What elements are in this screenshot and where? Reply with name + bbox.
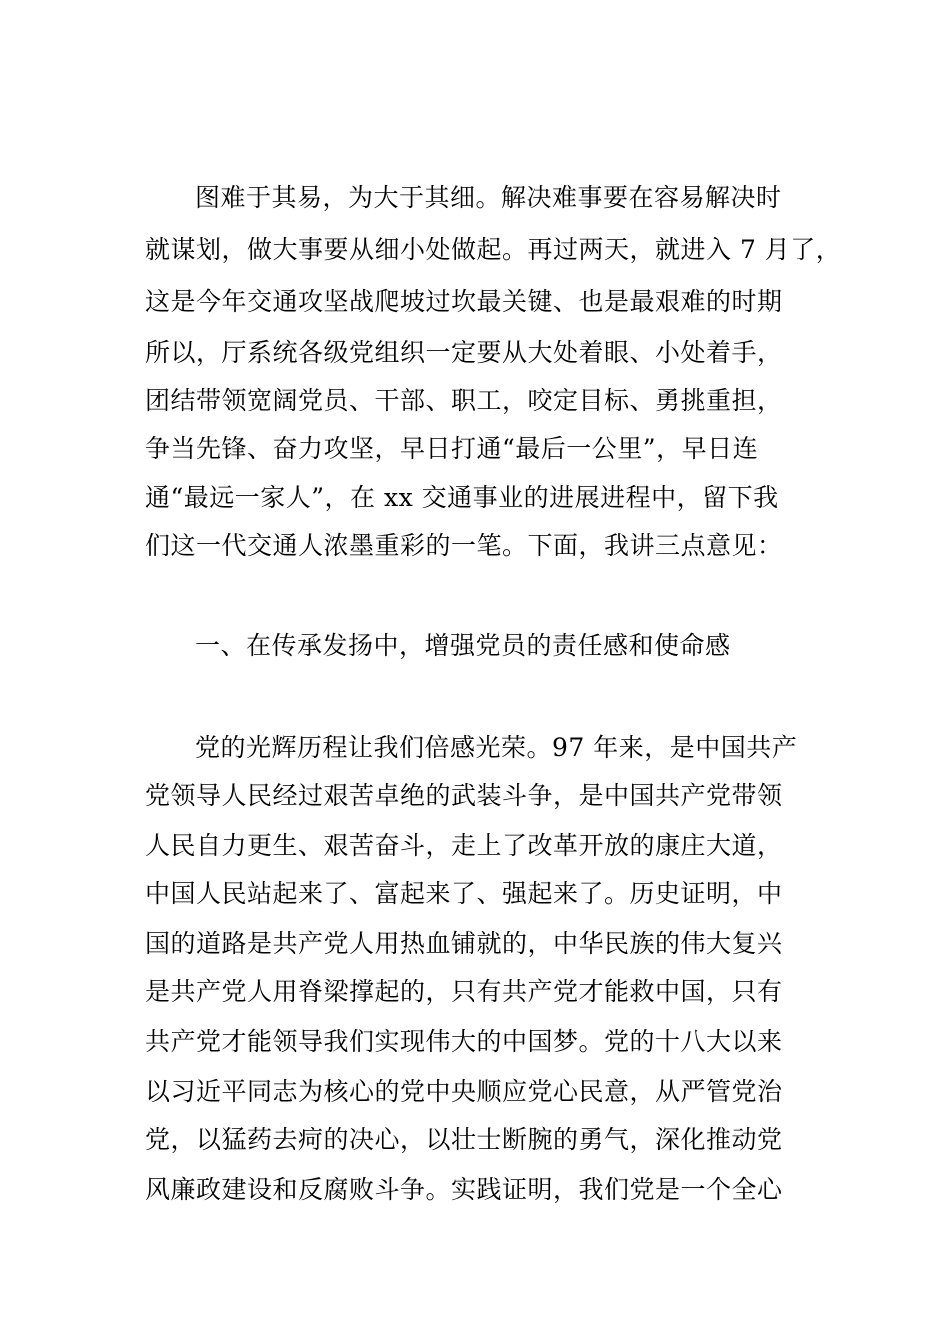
paragraph-2-line-1: 党的光辉历程让我们倍感光荣。97 年来，是中国共产 [195,733,798,762]
paragraph-1-line-6: 争当先锋、奋力攻坚，早日打通“最后一公里”，早日连 [145,434,759,463]
paragraph-1-line-2: 就谋划，做大事要从细小处做起。再过两天，就进入 7 月了， [145,235,842,264]
paragraph-1-line-4: 所以，厅系统各级党组织一定要从大处着眼、小处着手， [145,338,783,367]
paragraph-2-line-7: 共产党才能领导我们实现伟大的中国梦。党的十八大以来 [145,1027,783,1056]
paragraph-1-line-3: 这是今年交通攻坚战爬坡过坎最关键、也是最艰难的时期 [145,287,783,316]
paragraph-2-line-6: 是共产党人用脊梁撑起的，只有共产党才能救中国，只有 [145,977,783,1006]
paragraph-2-line-3: 人民自力更生、艰苦奋斗，走上了改革开放的康庄大道， [145,831,783,860]
paragraph-2-line-5: 国的道路是共产党人用热血铺就的，中华民族的伟大复兴 [145,929,783,958]
paragraph-1-line-7: 通“最远一家人”，在 xx 交通事业的进展进程中，留下我 [145,483,779,512]
paragraph-1-line-8: 们这一代交通人浓墨重彩的一笔。下面，我讲三点意见： [145,531,783,560]
paragraph-1-line-5: 团结带领宽阔党员、干部、职工，咬定目标、勇挑重担， [145,386,783,415]
paragraph-2-line-10: 风廉政建设和反腐败斗争。实践证明，我们党是一个全心 [145,1175,783,1204]
section-heading-1: 一、在传承发扬中，增强党员的责任感和使命感 [195,631,731,660]
paragraph-2-line-8: 以习近平同志为核心的党中央顺应党心民意，从严管党治 [145,1077,783,1106]
paragraph-1-line-1: 图难于其易，为大于其细。解决难事要在容易解决时 [195,183,782,212]
paragraph-2-line-2: 党领导人民经过艰苦卓绝的武装斗争，是中国共产党带领 [145,781,783,810]
paragraph-2-line-4: 中国人民站起来了、富起来了、强起来了。历史证明，中 [145,879,783,908]
paragraph-2-line-9: 党，以猛药去疴的决心，以壮士断腕的勇气，深化推动党 [145,1125,783,1154]
